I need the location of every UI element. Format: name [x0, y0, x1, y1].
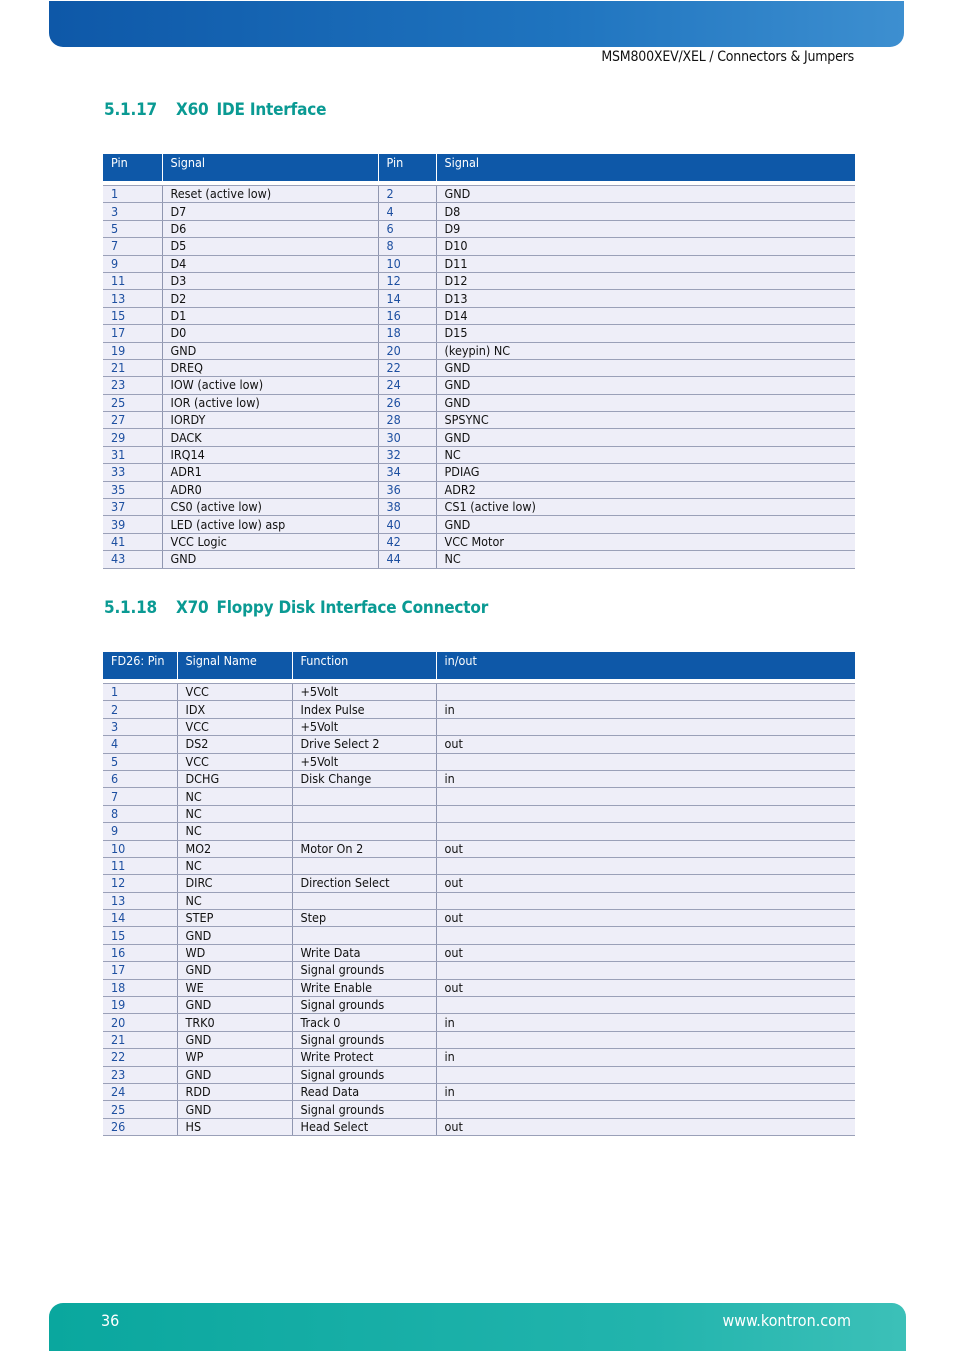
table-row — [103, 840, 855, 857]
column-header: Pin — [378, 154, 436, 181]
table-cell: D0 — [162, 325, 378, 342]
table-row — [103, 927, 855, 944]
pin-number-cell: 19 — [103, 997, 177, 1014]
pin-number-cell: 6 — [378, 220, 436, 237]
pin-number-cell: 42 — [378, 533, 436, 550]
column-header: FD26: Pin — [103, 652, 177, 679]
table-row — [103, 718, 855, 735]
pin-number-cell: 12 — [103, 875, 177, 892]
section-title: IDE Interface — [216, 100, 327, 120]
pin-number-cell: 8 — [103, 805, 177, 822]
table-cell: CS1 (active low) — [436, 499, 855, 516]
table-cell — [292, 892, 436, 909]
table-cell: Signal grounds — [292, 1101, 436, 1118]
table-cell: GND — [436, 394, 855, 411]
pin-number-cell: 21 — [103, 1031, 177, 1048]
table-cell: VCC — [177, 753, 292, 770]
pin-number-cell: 4 — [103, 736, 177, 753]
table-cell — [436, 1066, 855, 1083]
pin-number-cell: 10 — [378, 255, 436, 272]
pin-number-cell: 44 — [378, 551, 436, 568]
pin-number-cell: 2 — [103, 701, 177, 718]
table-cell: Signal grounds — [292, 1031, 436, 1048]
pin-number-cell: 23 — [103, 377, 162, 394]
table-row — [103, 753, 855, 770]
pin-number-cell: 36 — [378, 481, 436, 498]
table-cell: D6 — [162, 220, 378, 237]
table-row — [103, 770, 855, 787]
table-row — [103, 203, 855, 220]
table-cell: IDX — [177, 701, 292, 718]
table-cell: D10 — [436, 238, 855, 255]
table-cell: D2 — [162, 290, 378, 307]
table-cell — [292, 788, 436, 805]
table-cell: Step — [292, 910, 436, 927]
table-header-row — [103, 652, 855, 679]
table-cell: D13 — [436, 290, 855, 307]
top-banner — [49, 1, 904, 47]
pin-number-cell: 19 — [103, 342, 162, 359]
table-cell: GND — [162, 342, 378, 359]
table-row — [103, 892, 855, 909]
table-cell: GND — [177, 1031, 292, 1048]
table-cell: out — [436, 1118, 855, 1135]
table-cell: CS0 (active low) — [162, 499, 378, 516]
table-cell: GND — [436, 359, 855, 376]
table-cell: MO2 — [177, 840, 292, 857]
table-cell: VCC Logic — [162, 533, 378, 550]
table-row — [103, 394, 855, 411]
table-cell: GND — [436, 516, 855, 533]
table-cell — [292, 823, 436, 840]
table-cell: VCC — [177, 718, 292, 735]
table-row — [103, 551, 855, 568]
pin-number-cell: 5 — [103, 220, 162, 237]
table-cell: TRK0 — [177, 1014, 292, 1031]
table-cell: NC — [177, 788, 292, 805]
table-cell: Write Enable — [292, 979, 436, 996]
table-cell: D7 — [162, 203, 378, 220]
table-cell: (keypin) NC — [436, 342, 855, 359]
section-number: 5.1.18 — [104, 598, 157, 618]
table-header-row — [103, 154, 855, 181]
table-cell: D12 — [436, 272, 855, 289]
table-row — [103, 429, 855, 446]
table-cell: out — [436, 979, 855, 996]
table-cell: GND — [436, 186, 855, 203]
table-cell: out — [436, 840, 855, 857]
table-cell: DREQ — [162, 359, 378, 376]
pin-number-cell: 25 — [103, 1101, 177, 1118]
table-cell: out — [436, 875, 855, 892]
pin-number-cell: 20 — [378, 342, 436, 359]
table-cell: Reset (active low) — [162, 186, 378, 203]
pin-number-cell: 32 — [378, 446, 436, 463]
website-link[interactable]: www.kontron.com — [722, 1311, 851, 1330]
pin-number-cell: 41 — [103, 533, 162, 550]
table-row — [103, 359, 855, 376]
pin-number-cell: 15 — [103, 307, 162, 324]
table-cell: NC — [177, 823, 292, 840]
table-row — [103, 1049, 855, 1066]
pin-number-cell: 13 — [103, 290, 162, 307]
pin-number-cell: 33 — [103, 464, 162, 481]
table-cell: in — [436, 1014, 855, 1031]
table-cell: Signal grounds — [292, 962, 436, 979]
pin-number-cell: 13 — [103, 892, 177, 909]
table-cell: IORDY — [162, 412, 378, 429]
table-cell: D5 — [162, 238, 378, 255]
pin-number-cell: 18 — [378, 325, 436, 342]
table-row — [103, 944, 855, 961]
pin-number-cell: 34 — [378, 464, 436, 481]
table-cell: IRQ14 — [162, 446, 378, 463]
table-cell: D14 — [436, 307, 855, 324]
table-row — [103, 377, 855, 394]
pin-number-cell: 7 — [103, 238, 162, 255]
table-row — [103, 910, 855, 927]
pin-number-cell: 20 — [103, 1014, 177, 1031]
section-heading-ide — [104, 100, 326, 120]
pin-number-cell: 35 — [103, 481, 162, 498]
column-header: in/out — [436, 652, 855, 679]
floppy-pin-table — [103, 652, 855, 1136]
table-cell: Index Pulse — [292, 701, 436, 718]
table-row — [103, 412, 855, 429]
table-row — [103, 220, 855, 237]
table-row — [103, 684, 855, 701]
table-cell: NC — [436, 446, 855, 463]
table-row — [103, 325, 855, 342]
table-row — [103, 307, 855, 324]
table-row — [103, 1014, 855, 1031]
table-cell: WP — [177, 1049, 292, 1066]
table-row — [103, 464, 855, 481]
table-cell: out — [436, 736, 855, 753]
table-cell: +5Volt — [292, 718, 436, 735]
pin-number-cell: 21 — [103, 359, 162, 376]
connector-label: X70 — [176, 598, 209, 618]
pin-number-cell: 39 — [103, 516, 162, 533]
section-heading-floppy — [104, 598, 488, 618]
ide-pin-table — [103, 154, 855, 569]
table-cell: NC — [436, 551, 855, 568]
table-cell: NC — [177, 857, 292, 874]
pin-number-cell: 24 — [103, 1083, 177, 1100]
table-cell: Direction Select — [292, 875, 436, 892]
pin-number-cell: 2 — [378, 186, 436, 203]
column-header: Signal Name — [177, 652, 292, 679]
pin-number-cell: 23 — [103, 1066, 177, 1083]
table-cell: GND — [177, 1066, 292, 1083]
table-cell: Write Protect — [292, 1049, 436, 1066]
column-header: Signal — [436, 154, 855, 181]
table-cell: STEP — [177, 910, 292, 927]
table-cell: SPSYNC — [436, 412, 855, 429]
table-row — [103, 255, 855, 272]
table-cell: LED (active low) asp — [162, 516, 378, 533]
table-cell: DCHG — [177, 770, 292, 787]
pin-number-cell: 26 — [103, 1118, 177, 1135]
table-cell: Motor On 2 — [292, 840, 436, 857]
pin-number-cell: 43 — [103, 551, 162, 568]
pin-number-cell: 3 — [103, 718, 177, 735]
table-cell: PDIAG — [436, 464, 855, 481]
table-cell: in — [436, 1083, 855, 1100]
table-row — [103, 533, 855, 550]
pin-number-cell: 9 — [103, 823, 177, 840]
table-cell: VCC — [177, 684, 292, 701]
pin-number-cell: 7 — [103, 788, 177, 805]
table-cell: WE — [177, 979, 292, 996]
pin-number-cell: 3 — [103, 203, 162, 220]
table-cell: Signal grounds — [292, 997, 436, 1014]
pin-number-cell: 1 — [103, 186, 162, 203]
section-title: Floppy Disk Interface Connector — [216, 598, 489, 618]
table-row — [103, 701, 855, 718]
table-cell — [436, 788, 855, 805]
table-cell: VCC Motor — [436, 533, 855, 550]
table-cell: D9 — [436, 220, 855, 237]
table-cell: Head Select — [292, 1118, 436, 1135]
table-row — [103, 1118, 855, 1135]
table-row — [103, 1031, 855, 1048]
pin-number-cell: 18 — [103, 979, 177, 996]
pin-number-cell: 4 — [378, 203, 436, 220]
column-header: Function — [292, 652, 436, 679]
pin-number-cell: 40 — [378, 516, 436, 533]
pin-number-cell: 17 — [103, 962, 177, 979]
pin-number-cell: 38 — [378, 499, 436, 516]
table-row — [103, 857, 855, 874]
pin-number-cell: 17 — [103, 325, 162, 342]
table-cell: Disk Change — [292, 770, 436, 787]
table-cell: D1 — [162, 307, 378, 324]
table-cell — [436, 1031, 855, 1048]
pin-number-cell: 14 — [378, 290, 436, 307]
table-cell: GND — [162, 551, 378, 568]
table-cell: D11 — [436, 255, 855, 272]
table-row — [103, 499, 855, 516]
table-cell: Drive Select 2 — [292, 736, 436, 753]
pin-number-cell: 16 — [103, 944, 177, 961]
table-cell: +5Volt — [292, 753, 436, 770]
pin-number-cell: 22 — [378, 359, 436, 376]
table-cell: GND — [177, 962, 292, 979]
table-cell — [436, 684, 855, 701]
pin-number-cell: 6 — [103, 770, 177, 787]
pin-number-cell: 25 — [103, 394, 162, 411]
table-cell: ADR1 — [162, 464, 378, 481]
table-cell — [436, 753, 855, 770]
table-row — [103, 272, 855, 289]
running-header: MSM800XEV/XEL / Connectors & Jumpers — [601, 49, 854, 65]
table-cell: in — [436, 770, 855, 787]
table-cell: DACK — [162, 429, 378, 446]
table-cell: NC — [177, 892, 292, 909]
table-cell: NC — [177, 805, 292, 822]
pin-number-cell: 28 — [378, 412, 436, 429]
table-row — [103, 979, 855, 996]
table-cell: ADR2 — [436, 481, 855, 498]
pin-number-cell: 8 — [378, 238, 436, 255]
table-cell: out — [436, 910, 855, 927]
table-cell: GND — [436, 377, 855, 394]
table-cell: IOW (active low) — [162, 377, 378, 394]
table-cell: D8 — [436, 203, 855, 220]
table-row — [103, 516, 855, 533]
table-cell — [436, 892, 855, 909]
table-row — [103, 805, 855, 822]
table-cell: GND — [177, 1101, 292, 1118]
table-row — [103, 446, 855, 463]
table-cell — [436, 718, 855, 735]
table-cell: DS2 — [177, 736, 292, 753]
table-cell: GND — [436, 429, 855, 446]
pin-number-cell: 5 — [103, 753, 177, 770]
table-row — [103, 962, 855, 979]
table-cell: HS — [177, 1118, 292, 1135]
table-row — [103, 823, 855, 840]
table-row — [103, 481, 855, 498]
table-row — [103, 736, 855, 753]
table-row — [103, 342, 855, 359]
table-row — [103, 1083, 855, 1100]
pin-number-cell: 14 — [103, 910, 177, 927]
table-row — [103, 1066, 855, 1083]
pin-number-cell: 9 — [103, 255, 162, 272]
table-cell: D15 — [436, 325, 855, 342]
pin-number-cell: 22 — [103, 1049, 177, 1066]
table-cell: ADR0 — [162, 481, 378, 498]
pin-number-cell: 31 — [103, 446, 162, 463]
footer-banner — [49, 1303, 906, 1351]
table-cell: GND — [177, 997, 292, 1014]
table-cell: IOR (active low) — [162, 394, 378, 411]
table-cell: D4 — [162, 255, 378, 272]
column-header: Pin — [103, 154, 162, 181]
table-cell — [436, 857, 855, 874]
pin-number-cell: 27 — [103, 412, 162, 429]
pin-number-cell: 26 — [378, 394, 436, 411]
section-number: 5.1.17 — [104, 100, 157, 120]
pin-number-cell: 11 — [103, 857, 177, 874]
table-cell — [436, 805, 855, 822]
table-row — [103, 997, 855, 1014]
connector-label: X60 — [176, 100, 209, 120]
table-cell: Write Data — [292, 944, 436, 961]
pin-number-cell: 12 — [378, 272, 436, 289]
pin-number-cell: 24 — [378, 377, 436, 394]
table-cell: RDD — [177, 1083, 292, 1100]
table-cell — [292, 857, 436, 874]
table-row — [103, 788, 855, 805]
table-cell — [436, 997, 855, 1014]
pin-number-cell: 15 — [103, 927, 177, 944]
column-header: Signal — [162, 154, 378, 181]
table-cell: in — [436, 1049, 855, 1066]
table-cell — [436, 823, 855, 840]
table-cell — [292, 805, 436, 822]
table-cell: Read Data — [292, 1083, 436, 1100]
table-row — [103, 1101, 855, 1118]
pin-number-cell: 1 — [103, 684, 177, 701]
pin-number-cell: 29 — [103, 429, 162, 446]
table-row — [103, 290, 855, 307]
table-cell — [436, 927, 855, 944]
page-number: 36 — [101, 1311, 120, 1330]
pin-number-cell: 10 — [103, 840, 177, 857]
pin-number-cell: 37 — [103, 499, 162, 516]
table-cell: D3 — [162, 272, 378, 289]
table-cell: GND — [177, 927, 292, 944]
table-cell: in — [436, 701, 855, 718]
table-row — [103, 186, 855, 203]
table-cell — [292, 927, 436, 944]
table-row — [103, 238, 855, 255]
table-row — [103, 875, 855, 892]
pin-number-cell: 30 — [378, 429, 436, 446]
table-cell — [436, 962, 855, 979]
pin-number-cell: 11 — [103, 272, 162, 289]
table-cell: Signal grounds — [292, 1066, 436, 1083]
pin-number-cell: 16 — [378, 307, 436, 324]
table-cell: WD — [177, 944, 292, 961]
table-cell — [436, 1101, 855, 1118]
table-cell: out — [436, 944, 855, 961]
table-cell: DIRC — [177, 875, 292, 892]
table-cell: +5Volt — [292, 684, 436, 701]
table-cell: Track 0 — [292, 1014, 436, 1031]
